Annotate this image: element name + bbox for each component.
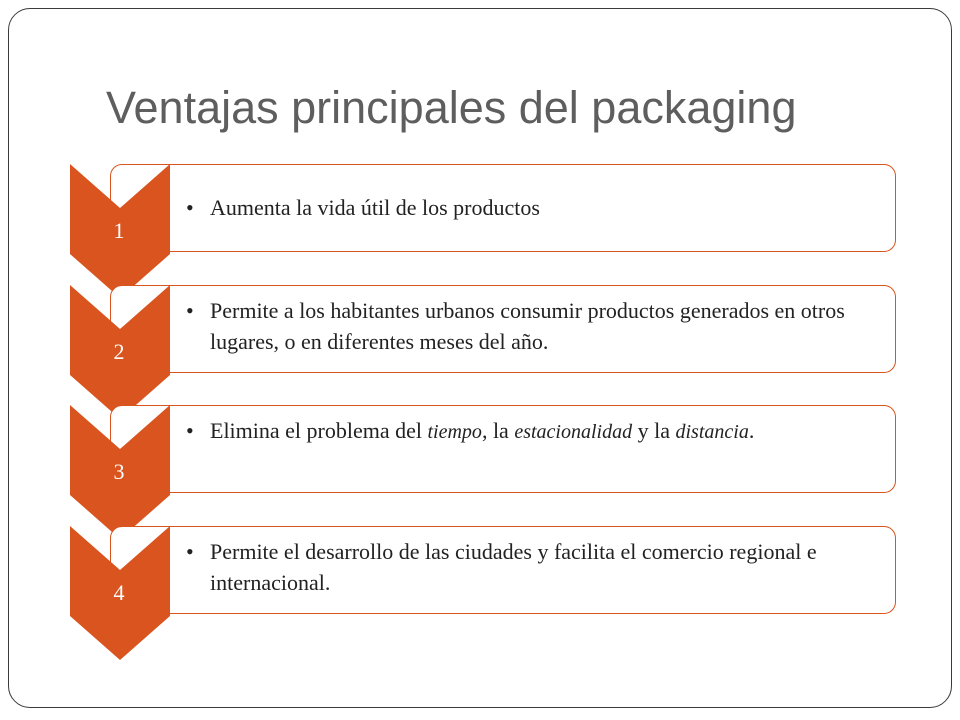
step-number-2: 2 [113, 339, 125, 364]
step-text-list-2 [186, 295, 886, 357]
step-text-4: • Permite el desarrollo de las ciudades y facilita el comercio regional e internacional. [186, 536, 886, 598]
step-text-list-3 [186, 415, 886, 448]
step-text-1: • Aumenta la vida útil de los productos [186, 192, 886, 223]
step-number-3: 3 [113, 459, 125, 484]
step-text-3-part-3: , la [481, 418, 515, 443]
step-text-3-part-1: Elimina el problema del [210, 418, 428, 443]
step-number-4: 4 [113, 580, 125, 605]
step-text-3-distancia: distancia [675, 421, 749, 443]
step-text-3-estacionalidad: estacionalidad [514, 421, 633, 443]
slide-title: Ventajas principales del packaging [106, 82, 797, 133]
step-text-2: • Permite a los habitantes urbanos consumir productos generados en otros lugares, o en diferentes meses del año. [186, 295, 886, 357]
step-number-1: 1 [113, 218, 125, 243]
step-text-3-tiempo: tiempo [427, 421, 482, 443]
step-text-list-4 [186, 536, 886, 598]
step-text-3-part-7: . [748, 418, 755, 443]
step-text-list-1 [186, 192, 886, 223]
step-text-3-part-5: y la [632, 418, 676, 443]
step-text-3 [186, 415, 886, 448]
